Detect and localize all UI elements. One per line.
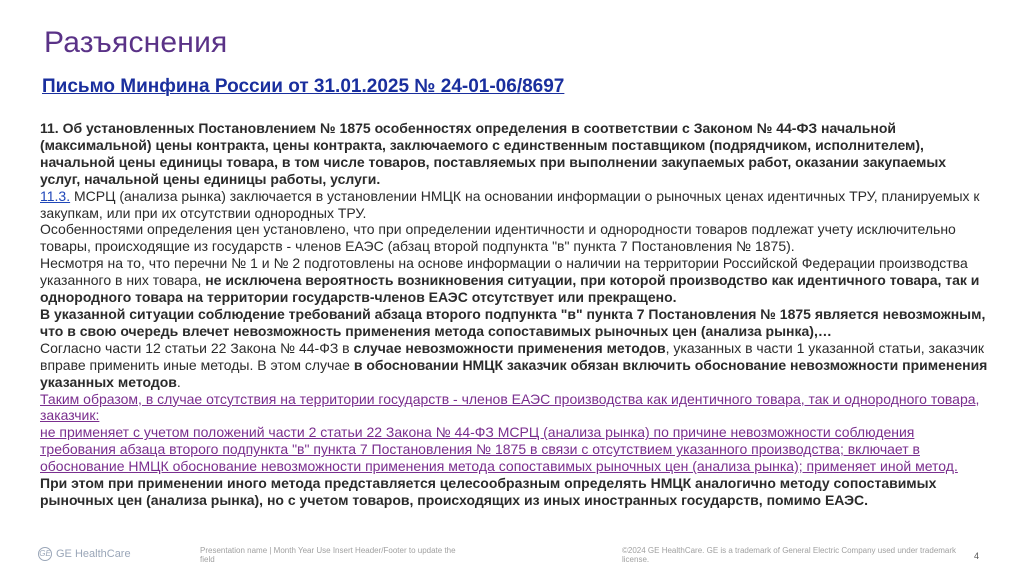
lists-text: Несмотря на то, что перечни № 1 и № 2 подготовлены на основе информации о наличии на территории Российской Федерации производства указанного в них товара, xyxy=(40,255,968,289)
part-12-text-c: . xyxy=(176,373,181,390)
letter-reference-link[interactable]: Письмо Минфина России от 31.01.2025 № 24-01-06/8697 xyxy=(42,76,565,97)
paragraph-actions: не применяет с учетом положений части 2 статьи 22 Закона № 44-ФЗ МСРЦ (анализа рынка) по причине невозможности соблюдения требования абзаца второго подпункта "в" пункта 7 Постановления № 1875 в связи с отсутствием указанного производства; включает в обоснование НМЦК обоснование невозможности применения метода сопоставимых рыночных цен (анализа рынка); применяет иной метод. xyxy=(40,424,958,475)
slide-title: Разъяснения xyxy=(44,26,228,59)
ge-monogram-icon: GE xyxy=(38,547,52,561)
part-12-text-a: Согласно части 12 статьи 22 Закона № 44-ФЗ в xyxy=(40,339,354,356)
footer-copyright: ©2024 GE HealthCare. GE is a trademark of General Electric Company used under trademark license. xyxy=(622,546,957,564)
page-number: 4 xyxy=(974,551,980,561)
logo-text: GE HealthCare xyxy=(56,548,131,560)
footer-presentation-name: Presentation name | Month Year Use Insert Header/Footer to update the field xyxy=(200,546,456,564)
slide-body xyxy=(40,120,990,509)
ge-healthcare-logo xyxy=(38,547,131,561)
slide-footer xyxy=(0,538,1024,574)
paragraph-part-12 xyxy=(40,340,990,391)
section-11-3-link[interactable]: 11.3. xyxy=(40,187,71,204)
paragraph-other-method: При этом при применении иного метода представляется целесообразным определять НМЦК аналогично методу сопоставимых рыночных цен (анализа рынка), но с учетом товаров, происходящих из иных иностранных государств, помимо ЕАЭС. xyxy=(40,475,937,508)
section-11-3-text: МСРЦ (анализа рынка) заключается в установлении НМЦК на основании информации о рыночных ценах идентичных ТРУ, планируемых к закупкам, или при их отсутствии однородных ТРУ. xyxy=(40,187,980,221)
paragraph-conclusion: Таким образом, в случае отсутствия на территории государств - членов ЕАЭС производства как идентичного товара, так и однородного товара, заказчик: xyxy=(40,390,980,424)
part-12-emphasis-a: случае невозможности применения методов xyxy=(353,339,666,356)
paragraph-section-11-3 xyxy=(40,188,990,222)
part-12-emphasis-b: в обосновании НМЦК заказчик обязан включить обоснование невозможности применения указанных методов xyxy=(40,356,988,390)
paragraph-impossibility: В указанной ситуации соблюдение требований абзаца второго подпункта "в" пункта 7 Постановления № 1875 является невозможным, что в свою очередь влечет невозможность применения метода сопоставимых рыночных цен (анализа рынка),… xyxy=(40,305,986,339)
paragraph-section-11: 11. Об установленных Постановлением № 1875 особенностях определения в соответствии с Законом № 44-ФЗ начальной (максимальной) цены контракта, цены контракта, заключаемого с единственным поставщиком (подрядчиком, исполнителем), начальной цены единицы товара, в том числе товаров, поставляемых при выполнении закупаемых работ, оказании закупаемых услуг, начальной цены единицы работы, услуги. xyxy=(40,120,947,187)
paragraph-lists xyxy=(40,255,990,306)
part-12-text-b: , указанных в части 1 указанной статьи, заказчик вправе применить иные методы. В этом случае xyxy=(40,339,985,373)
paragraph-features: Особенностями определения цен установлено, что при определении идентичности и однородности товаров подлежат учету исключительно товары, происходящие из государств - членов ЕАЭС (абзац второй подпункта "в" пункта 7 Постановления № 1875). xyxy=(40,221,956,255)
lists-emphasis: не исключена вероятность возникновения ситуации, при которой производство как идентичного товара, так и однородного товара на территории государств-членов ЕАЭС отсутствует или прекращено. xyxy=(40,272,980,306)
